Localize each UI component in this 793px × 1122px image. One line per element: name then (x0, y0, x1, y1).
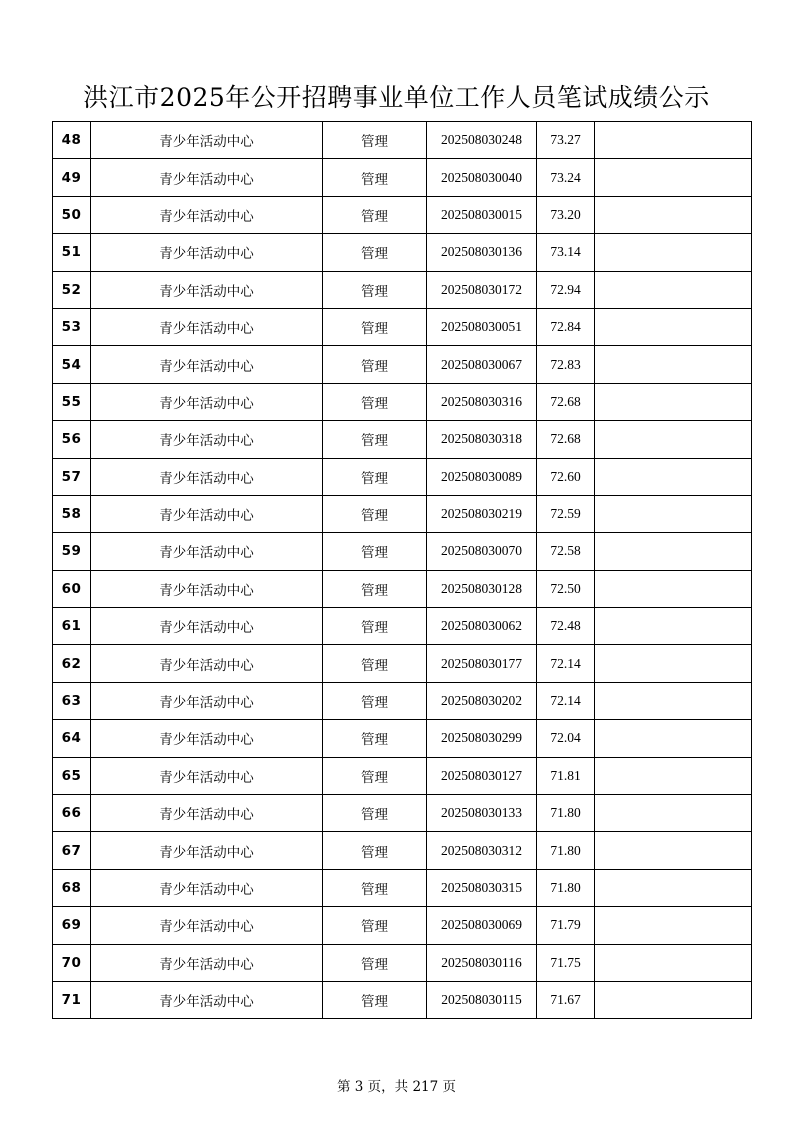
row-number: 64 (53, 720, 91, 757)
row-number: 63 (53, 682, 91, 719)
table-row (53, 944, 752, 981)
note-cell (595, 981, 752, 1018)
unit-cell: 青少年活动中心 (91, 795, 323, 832)
post-cell: 管理 (323, 645, 427, 682)
post-cell: 管理 (323, 682, 427, 719)
note-cell (595, 944, 752, 981)
table-row (53, 907, 752, 944)
scores-table-body (53, 122, 752, 1019)
note-cell (595, 757, 752, 794)
exam-number-cell: 202508030133 (427, 795, 537, 832)
post-cell: 管理 (323, 196, 427, 233)
score-cell: 71.80 (537, 869, 595, 906)
row-number: 49 (53, 159, 91, 196)
row-number: 66 (53, 795, 91, 832)
note-cell (595, 308, 752, 345)
table-row (53, 608, 752, 645)
unit-cell: 青少年活动中心 (91, 832, 323, 869)
unit-cell: 青少年活动中心 (91, 196, 323, 233)
unit-cell: 青少年活动中心 (91, 608, 323, 645)
score-cell: 72.94 (537, 271, 595, 308)
note-cell (595, 122, 752, 159)
table-row (53, 196, 752, 233)
exam-number-cell: 202508030219 (427, 495, 537, 532)
table-row (53, 795, 752, 832)
note-cell (595, 458, 752, 495)
note-cell (595, 234, 752, 271)
score-cell: 71.80 (537, 795, 595, 832)
score-cell: 72.84 (537, 308, 595, 345)
unit-cell: 青少年活动中心 (91, 458, 323, 495)
exam-number-cell: 202508030067 (427, 346, 537, 383)
post-cell: 管理 (323, 383, 427, 420)
unit-cell: 青少年活动中心 (91, 645, 323, 682)
exam-number-cell: 202508030172 (427, 271, 537, 308)
row-number: 67 (53, 832, 91, 869)
row-number: 50 (53, 196, 91, 233)
row-number: 62 (53, 645, 91, 682)
post-cell: 管理 (323, 608, 427, 645)
score-cell: 73.27 (537, 122, 595, 159)
post-cell: 管理 (323, 271, 427, 308)
post-cell: 管理 (323, 421, 427, 458)
unit-cell: 青少年活动中心 (91, 944, 323, 981)
exam-number-cell: 202508030127 (427, 757, 537, 794)
table-row (53, 869, 752, 906)
table-row (53, 495, 752, 532)
post-cell: 管理 (323, 234, 427, 271)
exam-number-cell: 202508030040 (427, 159, 537, 196)
exam-number-cell: 202508030051 (427, 308, 537, 345)
score-cell: 72.04 (537, 720, 595, 757)
score-cell: 72.68 (537, 383, 595, 420)
post-cell: 管理 (323, 458, 427, 495)
score-cell: 72.68 (537, 421, 595, 458)
score-cell: 72.60 (537, 458, 595, 495)
exam-number-cell: 202508030312 (427, 832, 537, 869)
row-number: 65 (53, 757, 91, 794)
score-cell: 73.14 (537, 234, 595, 271)
table-row (53, 682, 752, 719)
post-cell: 管理 (323, 346, 427, 383)
table-row (53, 159, 752, 196)
exam-number-cell: 202508030248 (427, 122, 537, 159)
exam-number-cell: 202508030315 (427, 869, 537, 906)
row-number: 61 (53, 608, 91, 645)
post-cell: 管理 (323, 907, 427, 944)
post-cell: 管理 (323, 944, 427, 981)
row-number: 55 (53, 383, 91, 420)
row-number: 60 (53, 570, 91, 607)
exam-number-cell: 202508030070 (427, 533, 537, 570)
note-cell (595, 608, 752, 645)
post-cell: 管理 (323, 533, 427, 570)
unit-cell: 青少年活动中心 (91, 271, 323, 308)
note-cell (595, 869, 752, 906)
exam-number-cell: 202508030202 (427, 682, 537, 719)
table-row (53, 757, 752, 794)
row-number: 57 (53, 458, 91, 495)
table-row (53, 308, 752, 345)
unit-cell: 青少年活动中心 (91, 495, 323, 532)
note-cell (595, 720, 752, 757)
note-cell (595, 645, 752, 682)
score-cell: 72.83 (537, 346, 595, 383)
table-row (53, 981, 752, 1018)
exam-number-cell: 202508030299 (427, 720, 537, 757)
row-number: 58 (53, 495, 91, 532)
score-cell: 72.48 (537, 608, 595, 645)
row-number: 51 (53, 234, 91, 271)
exam-number-cell: 202508030177 (427, 645, 537, 682)
score-cell: 73.24 (537, 159, 595, 196)
row-number: 56 (53, 421, 91, 458)
post-cell: 管理 (323, 122, 427, 159)
exam-number-cell: 202508030316 (427, 383, 537, 420)
row-number: 54 (53, 346, 91, 383)
post-cell: 管理 (323, 159, 427, 196)
row-number: 48 (53, 122, 91, 159)
exam-number-cell: 202508030115 (427, 981, 537, 1018)
page-title: 洪江市2025年公开招聘事业单位工作人员笔试成绩公示 (83, 83, 710, 112)
unit-cell: 青少年活动中心 (91, 757, 323, 794)
table-row (53, 458, 752, 495)
unit-cell: 青少年活动中心 (91, 421, 323, 458)
unit-cell: 青少年活动中心 (91, 308, 323, 345)
table-row (53, 570, 752, 607)
unit-cell: 青少年活动中心 (91, 533, 323, 570)
unit-cell: 青少年活动中心 (91, 869, 323, 906)
exam-number-cell: 202508030069 (427, 907, 537, 944)
unit-cell: 青少年活动中心 (91, 720, 323, 757)
note-cell (595, 832, 752, 869)
table-row (53, 271, 752, 308)
score-cell: 72.14 (537, 682, 595, 719)
post-cell: 管理 (323, 981, 427, 1018)
row-number: 59 (53, 533, 91, 570)
unit-cell: 青少年活动中心 (91, 122, 323, 159)
score-cell: 72.14 (537, 645, 595, 682)
score-cell: 71.75 (537, 944, 595, 981)
score-cell: 71.80 (537, 832, 595, 869)
table-row (53, 234, 752, 271)
score-cell: 71.81 (537, 757, 595, 794)
note-cell (595, 421, 752, 458)
exam-number-cell: 202508030015 (427, 196, 537, 233)
post-cell: 管理 (323, 495, 427, 532)
post-cell: 管理 (323, 720, 427, 757)
unit-cell: 青少年活动中心 (91, 346, 323, 383)
score-cell: 72.50 (537, 570, 595, 607)
row-number: 71 (53, 981, 91, 1018)
note-cell (595, 159, 752, 196)
unit-cell: 青少年活动中心 (91, 383, 323, 420)
table-row (53, 832, 752, 869)
note-cell (595, 495, 752, 532)
unit-cell: 青少年活动中心 (91, 981, 323, 1018)
post-cell: 管理 (323, 795, 427, 832)
table-row (53, 645, 752, 682)
table-row (53, 421, 752, 458)
post-cell: 管理 (323, 832, 427, 869)
table-row (53, 720, 752, 757)
note-cell (595, 907, 752, 944)
row-number: 70 (53, 944, 91, 981)
row-number: 52 (53, 271, 91, 308)
table-row (53, 533, 752, 570)
post-cell: 管理 (323, 869, 427, 906)
note-cell (595, 383, 752, 420)
note-cell (595, 196, 752, 233)
note-cell (595, 271, 752, 308)
exam-number-cell: 202508030318 (427, 421, 537, 458)
score-cell: 72.59 (537, 495, 595, 532)
exam-number-cell: 202508030116 (427, 944, 537, 981)
note-cell (595, 346, 752, 383)
row-number: 53 (53, 308, 91, 345)
score-cell: 71.67 (537, 981, 595, 1018)
unit-cell: 青少年活动中心 (91, 570, 323, 607)
score-cell: 72.58 (537, 533, 595, 570)
post-cell: 管理 (323, 757, 427, 794)
exam-number-cell: 202508030089 (427, 458, 537, 495)
scores-table (52, 121, 752, 1019)
unit-cell: 青少年活动中心 (91, 907, 323, 944)
note-cell (595, 795, 752, 832)
table-row (53, 346, 752, 383)
table-row (53, 122, 752, 159)
score-cell: 71.79 (537, 907, 595, 944)
note-cell (595, 533, 752, 570)
unit-cell: 青少年活动中心 (91, 234, 323, 271)
exam-number-cell: 202508030128 (427, 570, 537, 607)
row-number: 69 (53, 907, 91, 944)
post-cell: 管理 (323, 570, 427, 607)
note-cell (595, 570, 752, 607)
score-cell: 73.20 (537, 196, 595, 233)
exam-number-cell: 202508030062 (427, 608, 537, 645)
note-cell (595, 682, 752, 719)
row-number: 68 (53, 869, 91, 906)
page-footer: 第 3 页，共 217 页 (336, 1079, 457, 1095)
table-row (53, 383, 752, 420)
unit-cell: 青少年活动中心 (91, 159, 323, 196)
post-cell: 管理 (323, 308, 427, 345)
unit-cell: 青少年活动中心 (91, 682, 323, 719)
exam-number-cell: 202508030136 (427, 234, 537, 271)
